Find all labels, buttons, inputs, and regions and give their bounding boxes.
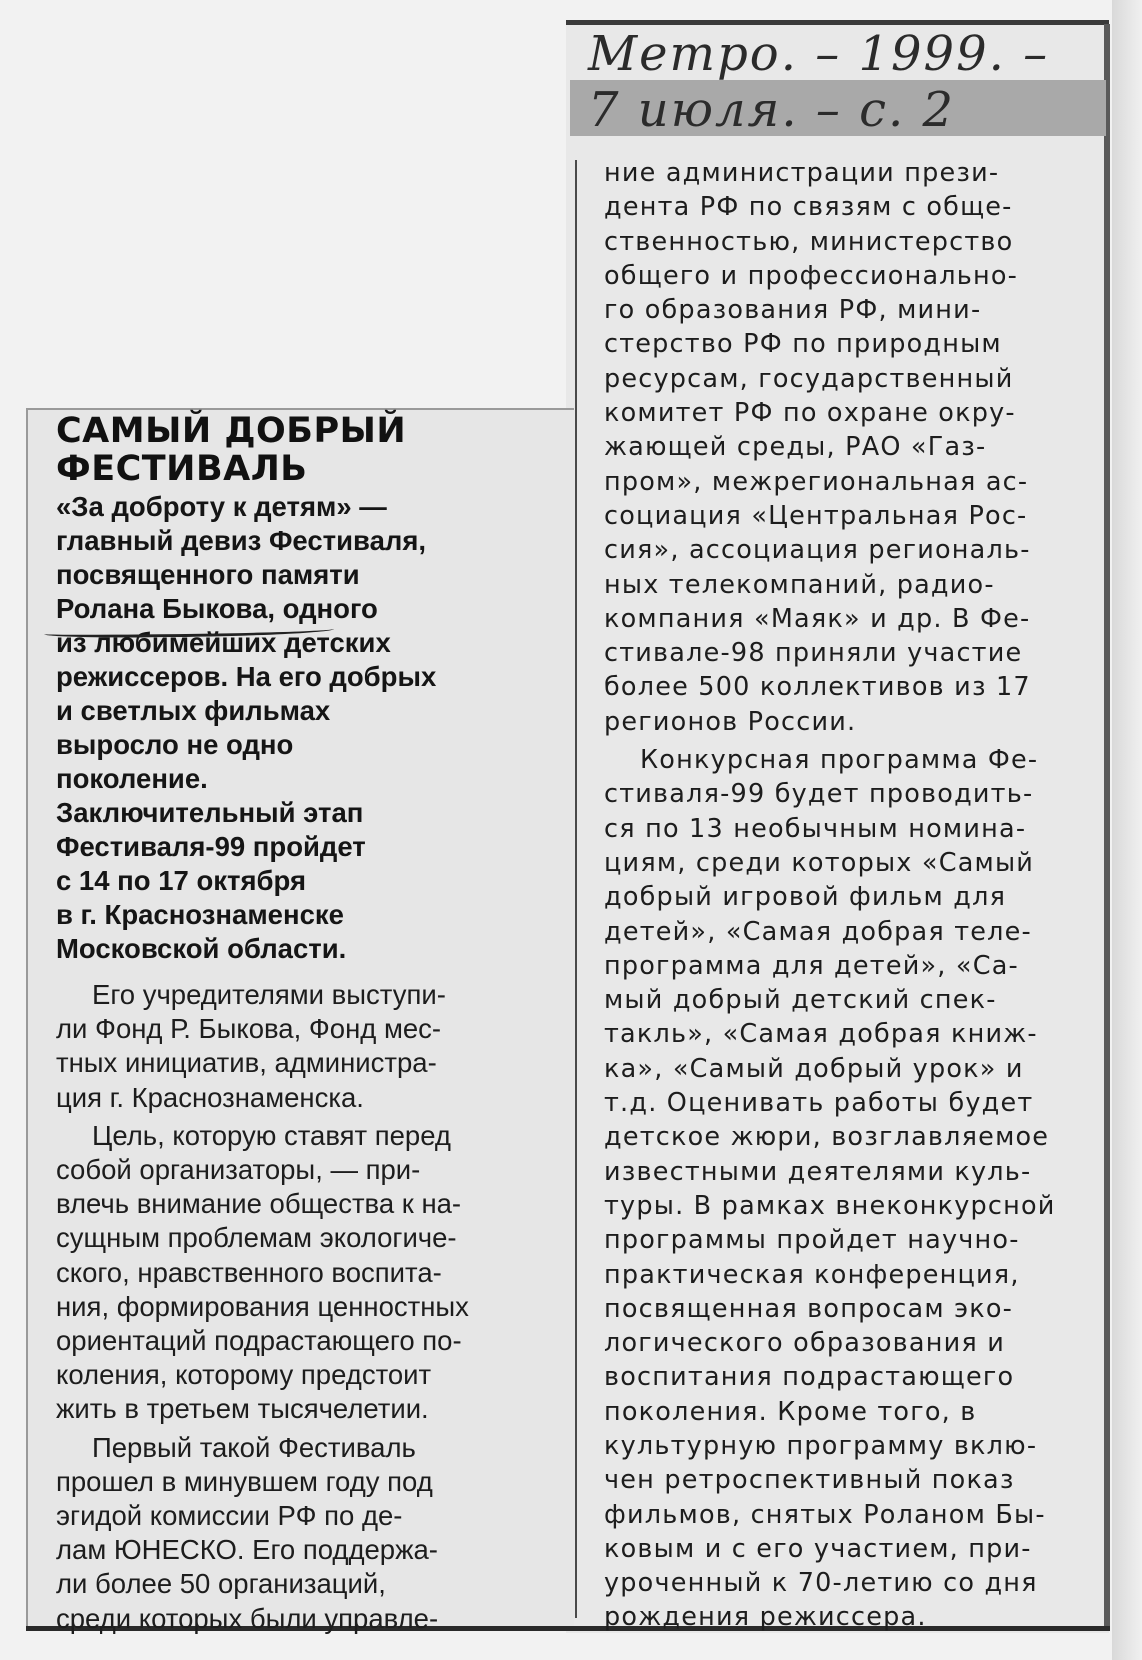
text-line: ния, формирования ценностных — [56, 1290, 469, 1322]
text-line: регионов России. — [604, 706, 857, 737]
lead-line: в г. Краснознаменске — [56, 899, 344, 930]
right-column-text — [604, 156, 1102, 1635]
lead-line: выросло не одно — [56, 729, 294, 760]
left-column-text — [56, 978, 564, 1636]
text-line: ресурсам, государственный — [604, 363, 1014, 394]
text-line: компания «Маяк» и др. В Фе- — [604, 603, 1031, 634]
text-line: жающей среды, РАО «Газ- — [604, 432, 987, 463]
text-line: практическая конференция, — [604, 1259, 1020, 1290]
text-line: ли более 50 организаций, — [56, 1568, 386, 1600]
text-line: социация «Центральная Рос- — [604, 500, 1028, 531]
text-line: лам ЮНЕСКО. Его поддержа- — [56, 1534, 438, 1566]
text-line: стиваля-99 будет проводить- — [604, 779, 1034, 810]
handwritten-source-note — [588, 26, 1108, 150]
text-line: ориентаций подрастающего по- — [56, 1325, 462, 1357]
lead-line: режиссеров. На его добрых — [56, 661, 437, 692]
lead-line: с 14 по 17 октября — [56, 865, 306, 896]
lead-line: Ролана Быкова, одного — [56, 593, 378, 624]
text-line: программа для детей», «Са- — [604, 950, 1019, 981]
lead-line: «За доброту к детям» — — [56, 491, 387, 522]
text-line: логического образования и — [604, 1328, 1005, 1359]
text-line: Первый такой Фестиваль — [92, 1431, 416, 1463]
text-line: Конкурсная программа Фе- — [640, 745, 1039, 776]
text-line: общего и профессионально- — [604, 260, 1019, 291]
text-line: мый добрый детский спек- — [604, 985, 997, 1016]
text-line: программы пройдет научно- — [604, 1225, 1020, 1256]
text-line: пром», межрегиональная ас- — [604, 466, 1029, 497]
text-line: дента РФ по связям с обще- — [604, 192, 1013, 223]
source-note-line: 7 июля. – с. 2 — [588, 82, 956, 138]
text-line: детей», «Самая добрая теле- — [604, 916, 1032, 947]
text-line: тных инициатив, администра- — [56, 1047, 437, 1079]
text-line: циям, среди которых «Самый — [604, 847, 1035, 878]
text-line: жить в третьем тысячелетии. — [56, 1393, 429, 1425]
clipping-left-edge — [26, 408, 28, 1628]
text-line: т.д. Оценивать работы будет — [604, 1088, 1034, 1119]
text-line: рождения режиссера. — [604, 1602, 927, 1633]
lead-line: главный девиз Фестиваля, — [56, 525, 427, 556]
article-lead — [56, 490, 561, 966]
text-line: влечь внимание общества к на- — [56, 1188, 462, 1220]
text-line: ственностью, министерство — [604, 226, 1014, 257]
text-line: фильмов, снятых Роланом Бы- — [604, 1499, 1046, 1530]
text-line: более 500 коллективов из 17 — [604, 672, 1031, 703]
text-line: ка», «Самый добрый урок» и — [604, 1053, 1024, 1084]
headline-line: ФЕСТИВАЛЬ — [56, 449, 308, 489]
text-line: среди которых были управле- — [56, 1602, 439, 1634]
text-line: сия», ассоциация региональ- — [604, 535, 1031, 566]
source-note-line: Метро. – 1999. – — [588, 26, 1050, 82]
text-line: эгидой комиссии РФ по де- — [56, 1500, 403, 1532]
lead-line: Заключительный этап — [56, 797, 364, 828]
text-line: добрый игровой фильм для — [604, 882, 1007, 913]
text-line: Его учредителями выступи- — [92, 979, 446, 1010]
text-line: поколения. Кроме того, в — [604, 1396, 977, 1427]
text-line: чен ретроспективный показ — [604, 1465, 1015, 1496]
text-line: культурную программу вклю- — [604, 1430, 1038, 1461]
text-line: ся по 13 необычным номина- — [604, 813, 1027, 844]
text-line: детское жюри, возглавляемое — [604, 1122, 1050, 1153]
text-line: ли Фонд Р. Быкова, Фонд мес- — [56, 1013, 442, 1045]
text-line: посвященная вопросам эко- — [604, 1293, 1014, 1324]
lead-line: поколение. — [56, 763, 208, 794]
text-line: ние администрации прези- — [604, 158, 1000, 188]
lead-line: из любимейших детских — [56, 627, 391, 658]
text-line: воспитания подрастающего — [604, 1362, 1015, 1393]
text-line: Цель, которую ставят перед — [92, 1119, 451, 1151]
column-divider — [575, 160, 577, 1618]
text-line: коления, которому предстоит — [56, 1359, 432, 1391]
text-line: прошел в минувшем году под — [56, 1465, 433, 1497]
page-edge — [1112, 0, 1142, 1660]
headline-line: САМЫЙ ДОБРЫЙ — [56, 411, 407, 451]
clipping-edge-shadow — [1104, 24, 1110, 1628]
text-line: ского, нравственного воспита- — [56, 1256, 442, 1288]
text-line: собой организаторы, — при- — [56, 1154, 421, 1186]
lead-line: Фестиваля-99 пройдет — [56, 831, 366, 862]
text-line: сущным проблемам экологиче- — [56, 1222, 457, 1254]
text-line: туры. В рамках внеконкурсной — [604, 1190, 1056, 1221]
text-line: ковым и с его участием, при- — [604, 1533, 1032, 1564]
text-line: известными деятелями куль- — [604, 1156, 1032, 1187]
text-line: ция г. Краснознаменска. — [56, 1081, 364, 1113]
lead-line: Московской области. — [56, 933, 347, 964]
lead-line: и светлых фильмах — [56, 695, 331, 726]
article-headline — [56, 412, 556, 488]
text-line: такль», «Самая добрая книж- — [604, 1019, 1038, 1050]
lead-line: посвященного памяти — [56, 559, 360, 590]
text-line: ных телекомпаний, радио- — [604, 569, 995, 600]
text-line: комитет РФ по охране окру- — [604, 398, 1016, 429]
text-line: го образования РФ, мини- — [604, 295, 982, 326]
text-line: уроченный к 70-летию со дня — [604, 1568, 1038, 1599]
text-line: стивале-98 приняли участие — [604, 638, 1023, 669]
text-line: стерство РФ по природным — [604, 329, 1002, 360]
